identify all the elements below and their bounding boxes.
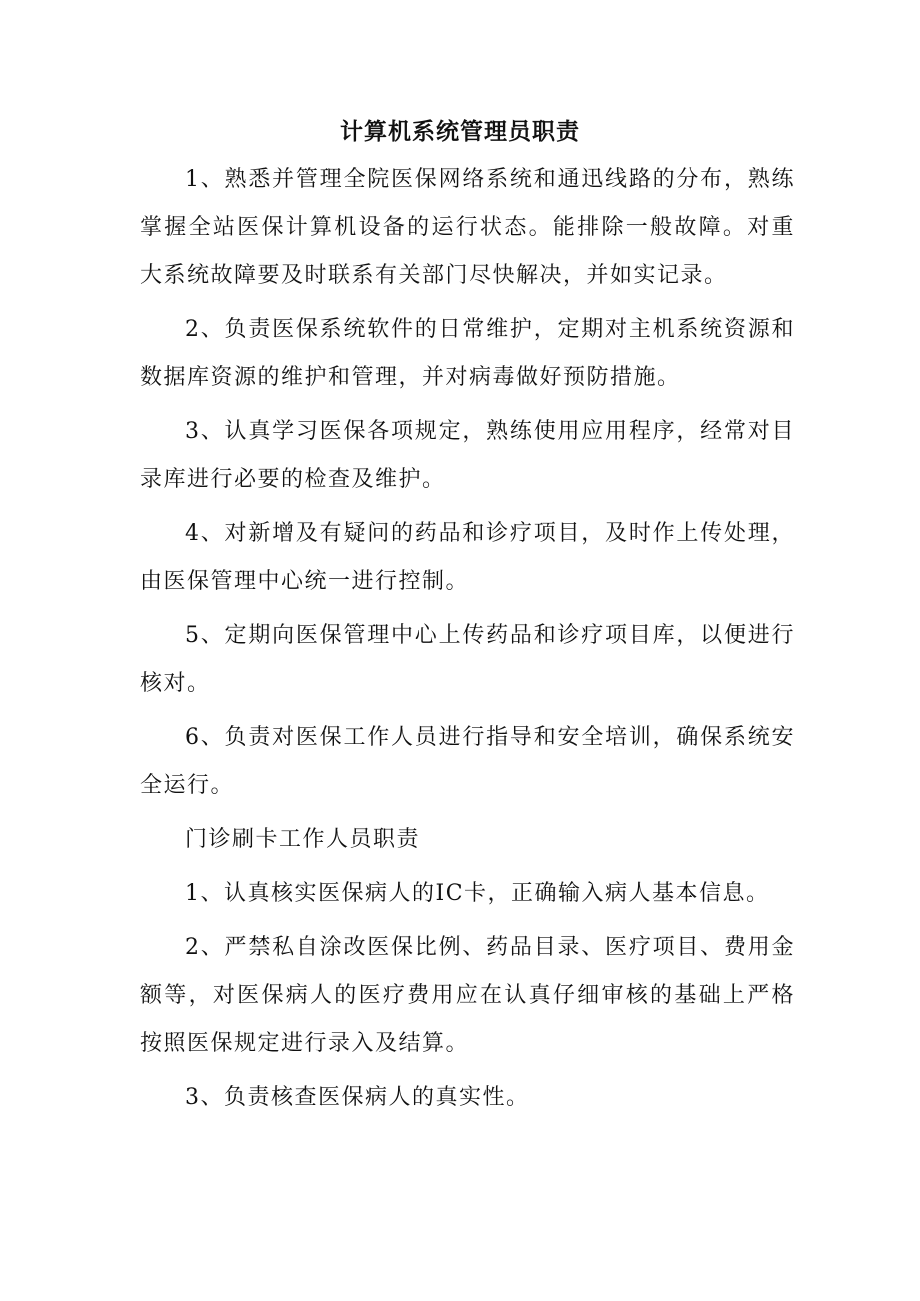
card-duty-item-1: 1、认真核实医保病人的IC卡，正确输入病人基本信息。 bbox=[185, 881, 770, 906]
card-duty-item-2: 2、严禁私自涂改医保比例、药品目录、医疗项目、费用金额等，对医保病人的医疗费用应在认真仔细审核的基础上严格按照医保规定进行录入及结算。 bbox=[140, 935, 795, 1056]
duty-item-3: 3、认真学习医保各项规定，熟练使用应用程序，经常对目录库进行必要的检查及维护。 bbox=[140, 419, 795, 492]
duty-item-6: 6、负责对医保工作人员进行指导和安全培训，确保系统安全运行。 bbox=[140, 725, 795, 798]
document-body bbox=[140, 156, 795, 1122]
duty-item-2: 2、负责医保系统软件的日常维护，定期对主机系统资源和数据库资源的维护和管理，并对病毒做好预防措施。 bbox=[140, 317, 795, 390]
duty-item-4: 4、对新增及有疑问的药品和诊疗项目，及时作上传处理，由医保管理中心统一进行控制。 bbox=[140, 521, 795, 594]
duty-item-5: 5、定期向医保管理中心上传药品和诊疗项目库，以便进行核对。 bbox=[140, 623, 795, 696]
section-heading-card-staff: 门诊刷卡工作人员职责 bbox=[185, 827, 421, 852]
duty-item-1: 1、熟悉并管理全院医保网络系统和通迅线路的分布，熟练掌握全站医保计算机设备的运行状态。能排除一般故障。对重大系统故障要及时联系有关部门尽快解决，并如实记录。 bbox=[140, 167, 795, 288]
card-duty-item-3: 3、负责核查医保病人的真实性。 bbox=[185, 1085, 530, 1110]
page-title: 计算机系统管理员职责 bbox=[340, 118, 580, 145]
